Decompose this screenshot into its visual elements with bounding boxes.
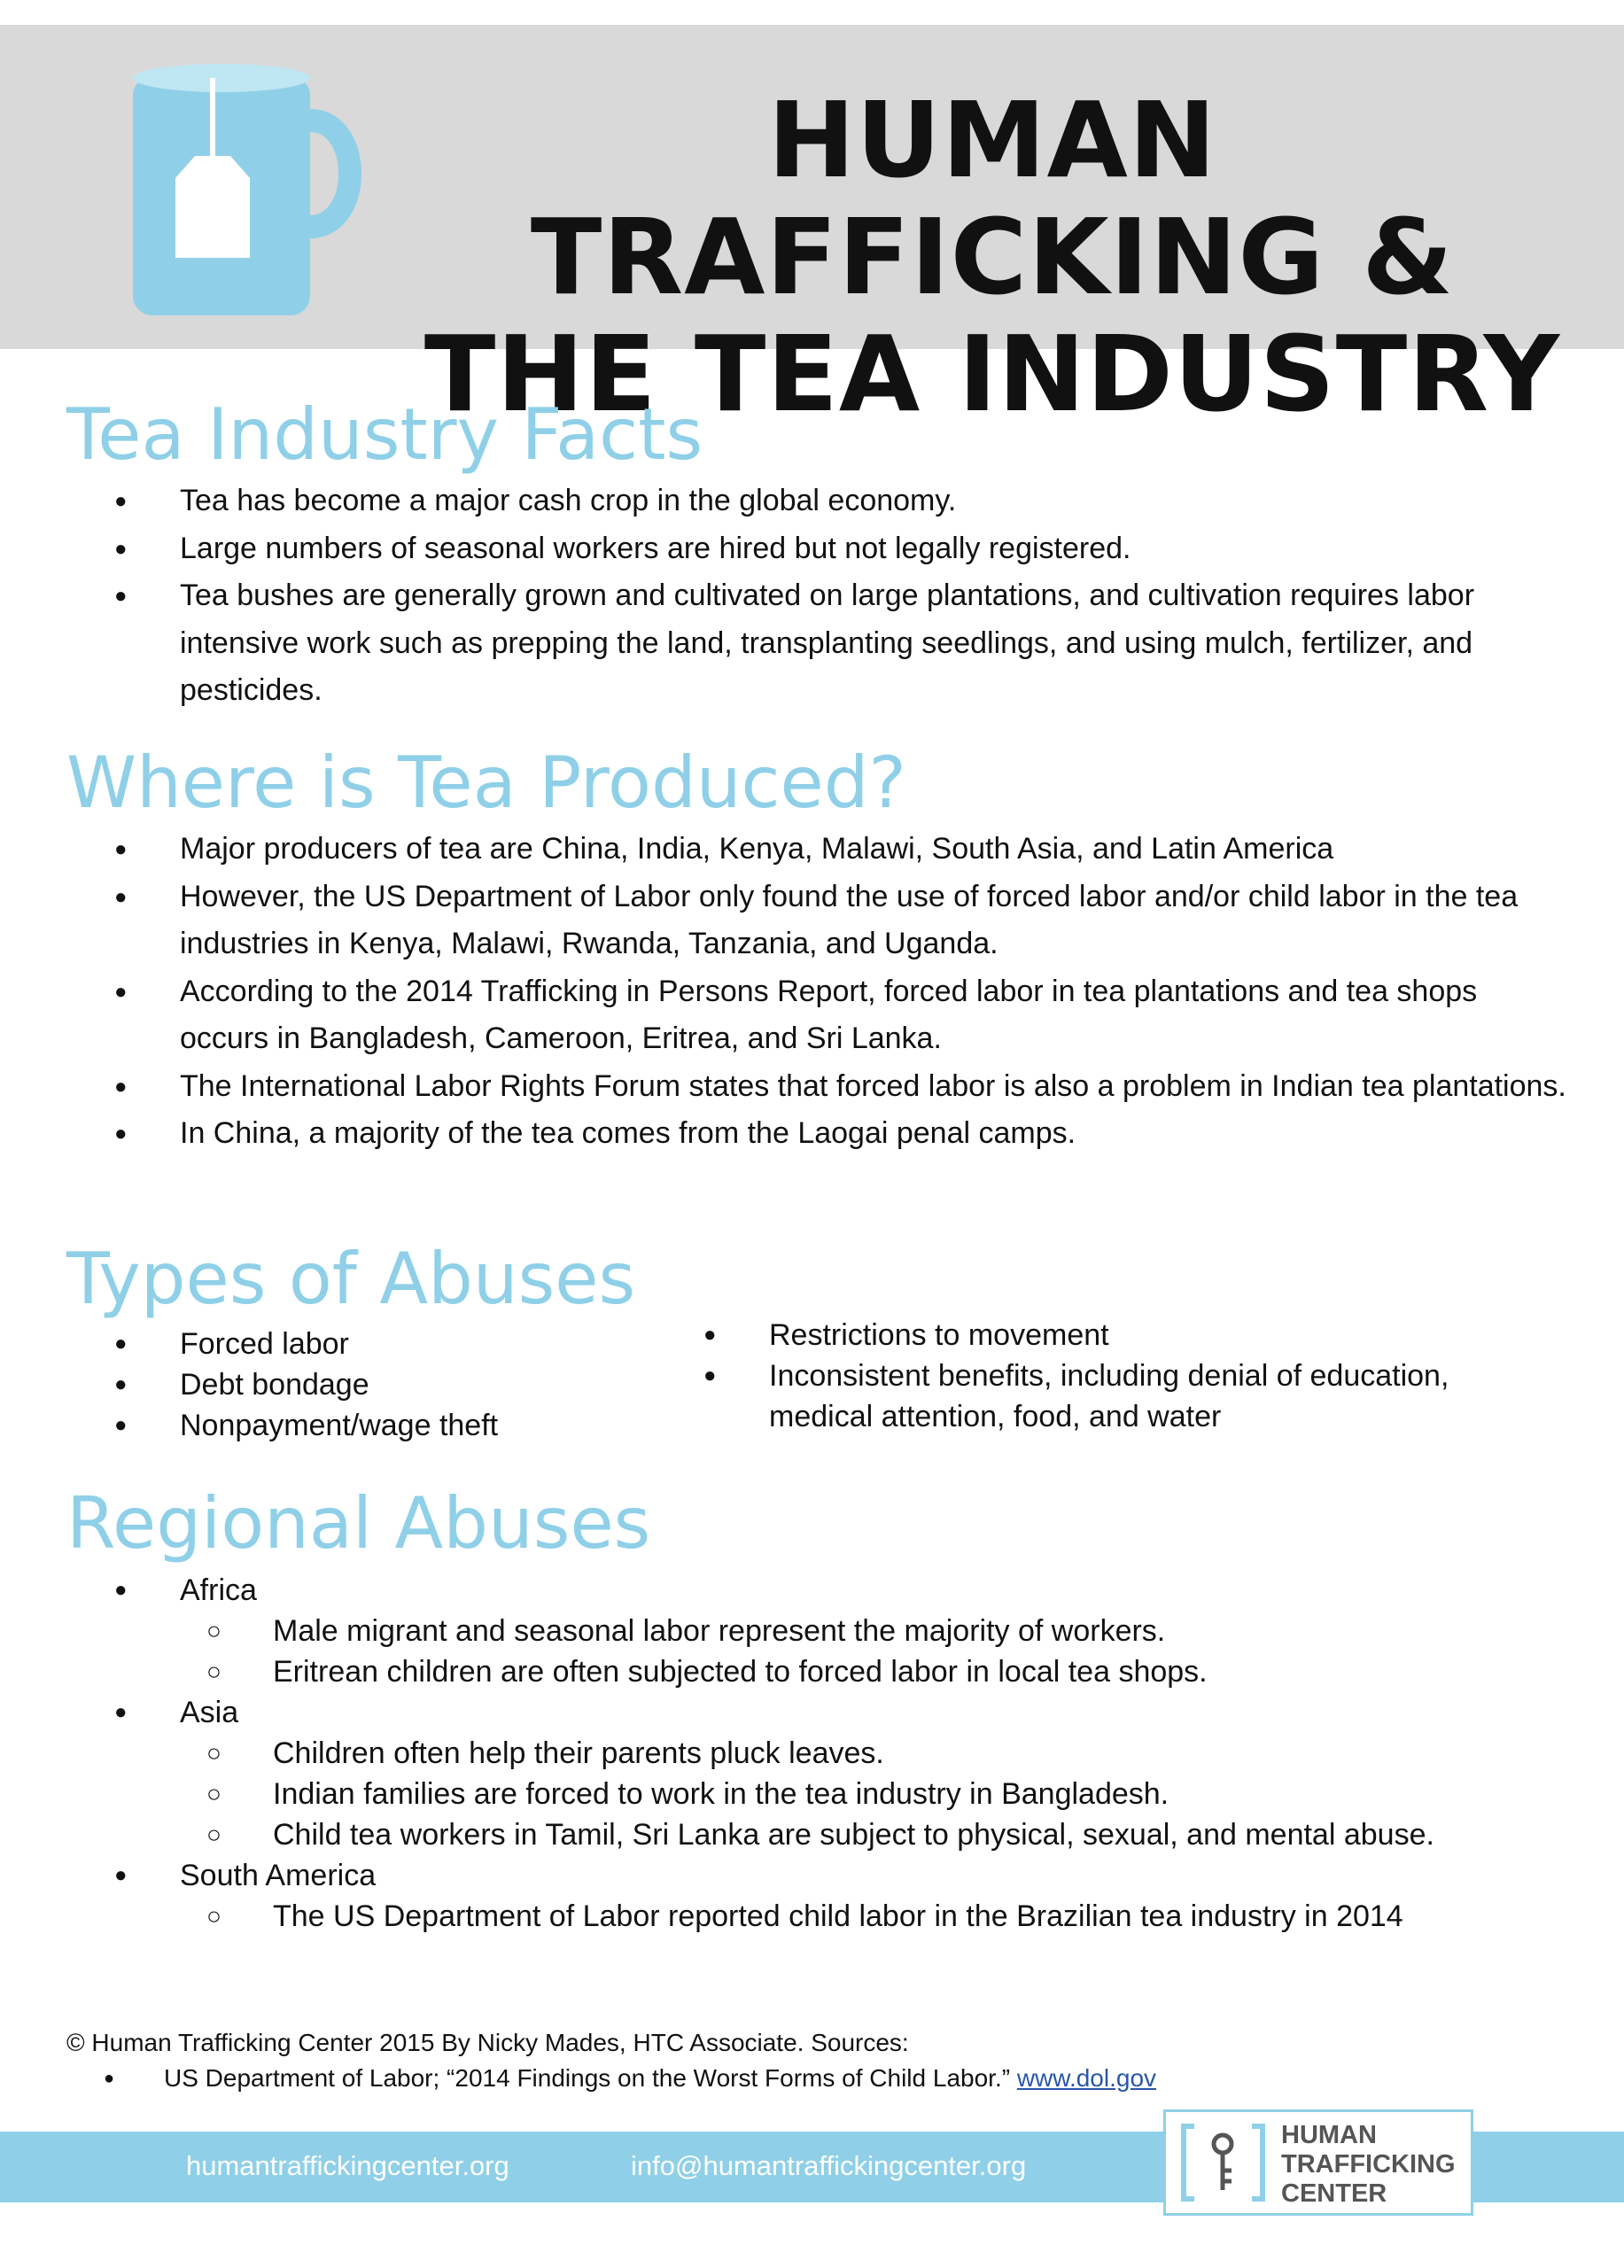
abuses-list-right: [656, 1315, 1559, 1437]
list-item: ● Nonpayment/wage theft: [66, 1405, 651, 1446]
sources-note: [66, 2025, 1573, 2096]
list-item: ● Forced labor: [66, 1324, 651, 1364]
list-item: ● Tea bushes are generally grown and cultivated on large plantations, and cultivation requires labor intensive work such as prepping the land, transplanting seedlings, and using mulch, fertilizer, and pesticides.: [66, 572, 1573, 715]
page-title: [390, 79, 1595, 435]
sub-list-item: ○ Male migrant and seasonal labor represent the majority of workers.: [66, 1611, 1573, 1651]
logo-wordmark: [1281, 2121, 1456, 2209]
list-item: ● Large numbers of seasonal workers are hired but not legally registered.: [66, 525, 1573, 573]
source-text: US Department of Labor; “2014 Findings on the Worst Forms of Child Labor.”: [164, 2064, 1017, 2092]
email-link[interactable]: info@humantraffickingcenter.org: [631, 2150, 1027, 2181]
abuses-list-left: [66, 1324, 651, 1446]
logo-line-3: CENTER: [1281, 2179, 1387, 2208]
title-line-1: HUMAN TRAFFICKING &: [530, 79, 1455, 318]
logo-line-2: TRAFFICKING: [1281, 2150, 1456, 2179]
section-tea-facts: [66, 392, 1573, 715]
sub-list-item: ○ The US Department of Labor reported child labor in the Brazilian tea industry in 2014: [66, 1896, 1573, 1937]
list-item: ● According to the 2014 Trafficking in Persons Report, forced labor in tea plantations and tea shops occurs in Bangladesh, Cameroon, Eritrea, and Sri Lanka.: [66, 968, 1573, 1063]
htc-logo: [1163, 2109, 1473, 2216]
sub-list-item: ○ Indian families are forced to work in the tea industry in Bangladesh.: [66, 1774, 1573, 1814]
sources-list: [66, 2061, 1573, 2096]
region-asia: ● Asia: [66, 1692, 1573, 1733]
region-south-america: ● South America: [66, 1855, 1573, 1896]
source-item: [66, 2061, 1573, 2096]
list-item: ● Major producers of tea are China, India, Kenya, Malawi, South Asia, and Latin America: [66, 826, 1573, 874]
section-heading: Regional Abuses: [66, 1482, 651, 1565]
sub-list-item: ○ Eritrean children are often subjected to forced labor in local tea shops.: [66, 1651, 1573, 1692]
section-where-produced: [66, 741, 1573, 1158]
sub-list-item: ○ Child tea workers in Tamil, Sri Lanka are subject to physical, sexual, and mental abuse.: [66, 1814, 1573, 1855]
list-item: ● Inconsistent benefits, including denial of education, medical attention, food, and water: [656, 1355, 1559, 1437]
copyright-text: © Human Trafficking Center 2015 By Nicky Mades, HTC Associate. Sources:: [66, 2029, 909, 2056]
list-item: ● Debt bondage: [66, 1364, 651, 1405]
section-types-of-abuses: [66, 1237, 1573, 1322]
region-list: [66, 1570, 1573, 1937]
region-africa: ● Africa: [66, 1570, 1573, 1611]
bullet-list: [66, 478, 1573, 715]
list-item: ● Tea has become a major cash crop in the global economy.: [66, 478, 1573, 525]
bullet-list: [66, 826, 1573, 1158]
logo-line-1: HUMAN: [1281, 2121, 1377, 2149]
list-item: ● Restrictions to movement: [656, 1315, 1559, 1355]
section-heading: Tea Industry Facts: [66, 393, 703, 476]
key-icon: [1177, 2121, 1270, 2204]
section-heading: Where is Tea Produced?: [66, 742, 906, 824]
list-item: ● However, the US Department of Labor only found the use of forced labor and/or child labor in the tea industries in Kenya, Malawi, Rwanda, Tanzania, and Uganda.: [66, 874, 1573, 968]
section-regional-abuses: [66, 1481, 1573, 1937]
list-item: ● The International Labor Rights Forum states that forced labor is also a problem in Indian tea plantations.: [66, 1063, 1573, 1111]
tea-mug-icon: [124, 58, 363, 324]
section-heading: Types of Abuses: [66, 1238, 636, 1320]
sub-list-item: ○ Children often help their parents pluck leaves.: [66, 1733, 1573, 1774]
source-link[interactable]: www.dol.gov: [1016, 2064, 1157, 2092]
list-item: ● In China, a majority of the tea comes from the Laogai penal camps.: [66, 1110, 1573, 1158]
title-line-2: THE TEA INDUSTRY: [423, 313, 1561, 435]
website-link[interactable]: humantraffickingcenter.org: [186, 2150, 509, 2181]
